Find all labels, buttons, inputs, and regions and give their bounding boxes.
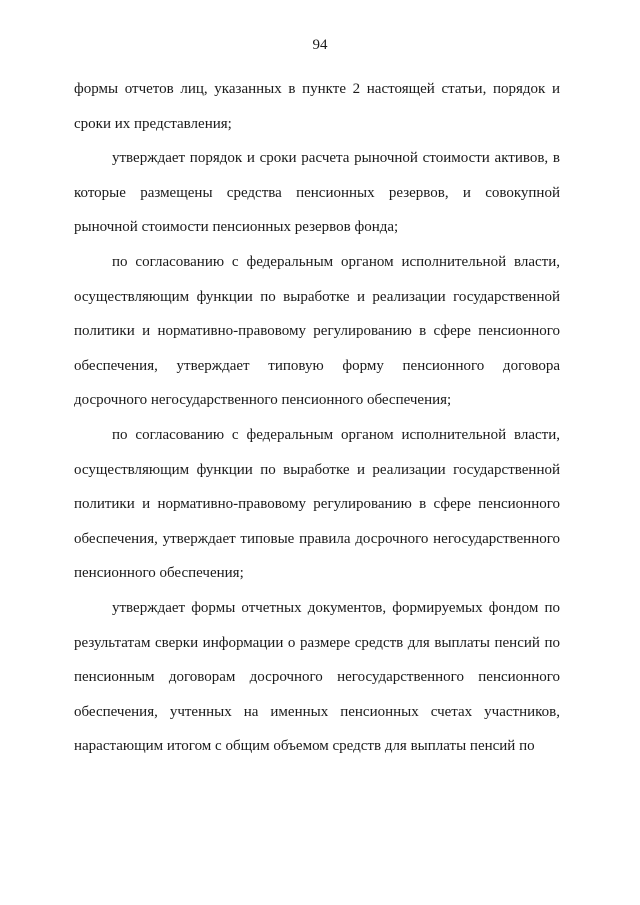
paragraph-reporting-forms: утверждает формы отчетных документов, формируемых фондом по результатам сверки информации о размере средств для выплаты пенсий по пенсионным договорам досрочного негосударственного пенсионного обеспечения, учтенных на именных пенсионных счетах участников, нарастающим итогом с общим объемом средств для выплаты пенсий по — [74, 599, 560, 755]
page-number: 94 — [312, 37, 328, 53]
paragraph-pension-rules: по согласованию с федеральным органом исполнительной власти, осуществляющим функции по выработке и реализации государственной политики и нормативно-правовому регулированию в сфере пенсионного обеспечения, утверждает типовые правила досрочного негосударственного пенсионного обеспечения; — [74, 426, 560, 582]
paragraph-pension-contract-form: по согласованию с федеральным органом исполнительной власти, осуществляющим функции по выработке и реализации государственной политики и нормативно-правовому регулированию в сфере пенсионного обеспечения, утверждает типовую форму пенсионного договора досрочного негосударственного пенсионного обеспечения; — [74, 253, 560, 409]
document-body — [74, 72, 560, 764]
paragraph-market-value: утверждает порядок и сроки расчета рыночной стоимости активов, в которые размещены средства пенсионных резервов, и совокупной рыночной стоимости пенсионных резервов фонда; — [74, 150, 560, 236]
paragraph-continuation: формы отчетов лиц, указанных в пункте 2 настоящей статьи, порядок и сроки их представления; — [74, 81, 560, 132]
